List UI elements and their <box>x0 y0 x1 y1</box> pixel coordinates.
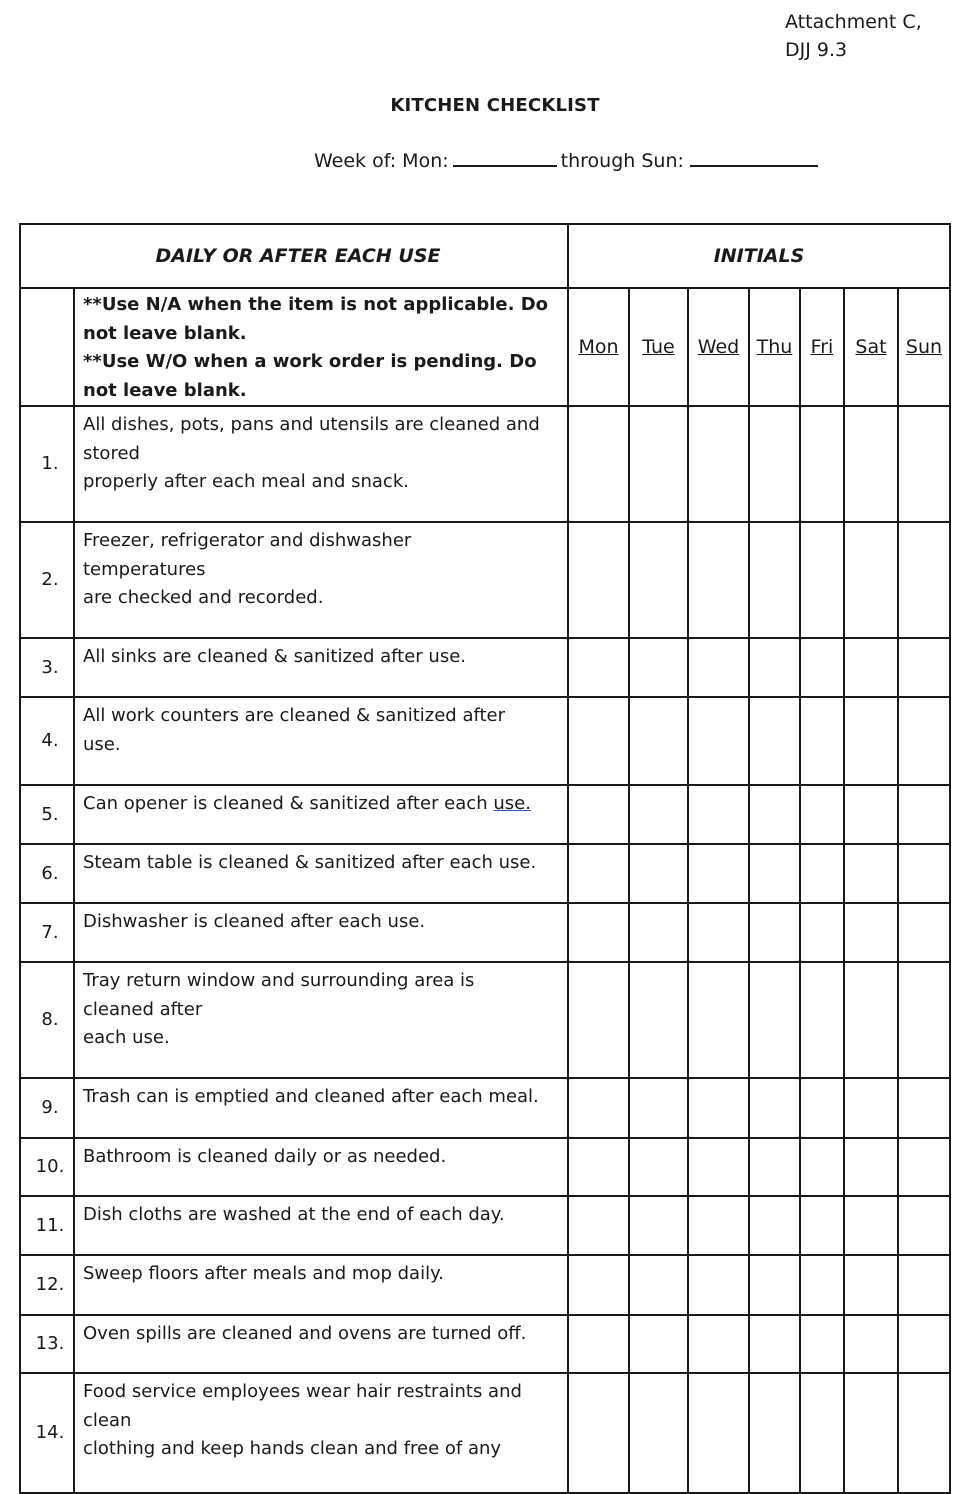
initials-cell-tue[interactable] <box>629 1138 688 1196</box>
task-line: clothing and keep hands clean and free of any <box>83 1438 502 1459</box>
task-line: All work counters are cleaned & sanitized after <box>83 705 506 726</box>
day-header-sat: Sat <box>844 288 898 406</box>
item-number: 6. <box>20 844 74 903</box>
item-number: 1. <box>20 406 74 522</box>
task-description <box>74 522 568 638</box>
task-line: Dishwasher is cleaned after each use. <box>83 911 426 932</box>
initials-cell-wed[interactable] <box>688 962 749 1078</box>
initials-cell-thu[interactable] <box>749 1315 800 1373</box>
attachment-reference <box>785 8 922 64</box>
table-row <box>20 785 950 844</box>
task-line: are checked and recorded. <box>83 587 324 608</box>
initials-cell-sat[interactable] <box>844 1078 898 1138</box>
item-number: 4. <box>20 697 74 785</box>
initials-cell-thu[interactable] <box>749 785 800 844</box>
initials-cell-tue[interactable] <box>629 844 688 903</box>
initials-cell-sat[interactable] <box>844 697 898 785</box>
initials-cell-thu[interactable] <box>749 1196 800 1255</box>
initials-cell-mon[interactable] <box>568 962 629 1078</box>
table-row <box>20 697 950 785</box>
table-header-row <box>20 224 950 288</box>
task-line: use. <box>83 733 121 755</box>
initials-cell-tue[interactable] <box>629 522 688 638</box>
initials-cell-sat[interactable] <box>844 1196 898 1255</box>
initials-cell-fri[interactable] <box>800 844 844 903</box>
initials-cell-wed[interactable] <box>688 844 749 903</box>
item-number: 5. <box>20 785 74 844</box>
day-header-wed: Wed <box>688 288 749 406</box>
initials-cell-thu[interactable] <box>749 697 800 785</box>
initials-cell-tue[interactable] <box>629 1315 688 1373</box>
table-row <box>20 1255 950 1315</box>
day-header-mon: Mon <box>568 288 629 406</box>
item-number: 10. <box>20 1138 74 1196</box>
table-row <box>20 522 950 638</box>
initials-cell-mon[interactable] <box>568 1315 629 1373</box>
initials-cell-tue[interactable] <box>629 638 688 697</box>
item-number: 14. <box>20 1373 74 1493</box>
initials-cell-tue[interactable] <box>629 1196 688 1255</box>
initials-cell-fri[interactable] <box>800 1373 844 1493</box>
note-line: not leave blank. <box>83 322 247 344</box>
task-description <box>74 903 568 962</box>
initials-cell-tue[interactable] <box>629 1078 688 1138</box>
notes-number-cell <box>20 288 74 406</box>
task-line: Sweep floors after meals and mop daily. <box>83 1263 444 1284</box>
task-description <box>74 1373 568 1493</box>
initials-cell-tue[interactable] <box>629 962 688 1078</box>
initials-cell-sun[interactable] <box>898 522 950 638</box>
task-line: Oven spills are cleaned and ovens are turned off. <box>83 1323 527 1344</box>
initials-cell-sun[interactable] <box>898 1138 950 1196</box>
day-header-sun: Sun <box>898 288 950 406</box>
initials-cell-mon[interactable] <box>568 903 629 962</box>
initials-cell-thu[interactable] <box>749 1138 800 1196</box>
task-line: Bathroom is cleaned daily or as needed. <box>83 1146 447 1167</box>
task-line: properly after each meal and snack. <box>83 471 409 492</box>
initials-cell-wed[interactable] <box>688 638 749 697</box>
task-line: temperatures <box>83 558 206 580</box>
initials-cell-sun[interactable] <box>898 1196 950 1255</box>
initials-cell-wed[interactable] <box>688 1373 749 1493</box>
initials-cell-mon[interactable] <box>568 1138 629 1196</box>
initials-cell-tue[interactable] <box>629 785 688 844</box>
table-row <box>20 1315 950 1373</box>
task-description <box>74 697 568 785</box>
task-description <box>74 962 568 1078</box>
initials-cell-fri[interactable] <box>800 962 844 1078</box>
initials-cell-sun[interactable] <box>898 406 950 522</box>
task-line: Steam table is cleaned & sanitized after each use. <box>83 852 537 873</box>
initials-cell-sat[interactable] <box>844 638 898 697</box>
task-line: Freezer, refrigerator and dishwasher <box>83 530 412 551</box>
initials-cell-mon[interactable] <box>568 1255 629 1315</box>
day-header-tue: Tue <box>629 288 688 406</box>
initials-cell-mon[interactable] <box>568 406 629 522</box>
initials-cell-wed[interactable] <box>688 1196 749 1255</box>
task-description <box>74 785 568 844</box>
initials-cell-sun[interactable] <box>898 844 950 903</box>
task-line: Can opener is cleaned & sanitized after each use. <box>83 793 531 814</box>
week-of-label: Week of: Mon: <box>314 150 449 172</box>
daily-header: DAILY OR AFTER EACH USE <box>20 224 568 288</box>
item-number: 8. <box>20 962 74 1078</box>
table-row <box>20 406 950 522</box>
item-number: 3. <box>20 638 74 697</box>
initials-cell-thu[interactable] <box>749 406 800 522</box>
initials-cell-fri[interactable] <box>800 638 844 697</box>
note-line: **Use N/A when the item is not applicable. Do <box>83 294 549 315</box>
initials-cell-fri[interactable] <box>800 406 844 522</box>
table-row <box>20 844 950 903</box>
initials-cell-wed[interactable] <box>688 1138 749 1196</box>
initials-cell-sun[interactable] <box>898 638 950 697</box>
initials-cell-tue[interactable] <box>629 1255 688 1315</box>
initials-cell-fri[interactable] <box>800 785 844 844</box>
task-line: Tray return window and surrounding area is <box>83 970 475 991</box>
initials-cell-thu[interactable] <box>749 903 800 962</box>
task-line: stored <box>83 442 140 464</box>
initials-cell-wed[interactable] <box>688 522 749 638</box>
task-line: cleaned after <box>83 998 203 1020</box>
initials-cell-mon[interactable] <box>568 522 629 638</box>
initials-cell-mon[interactable] <box>568 638 629 697</box>
initials-cell-sun[interactable] <box>898 785 950 844</box>
page-title: KITCHEN CHECKLIST <box>390 95 600 116</box>
task-description <box>74 1315 568 1373</box>
initials-cell-wed[interactable] <box>688 785 749 844</box>
initials-cell-mon[interactable] <box>568 697 629 785</box>
initials-cell-thu[interactable] <box>749 844 800 903</box>
day-header-thu: Thu <box>749 288 800 406</box>
item-number: 12. <box>20 1255 74 1315</box>
initials-cell-thu[interactable] <box>749 638 800 697</box>
note-line: **Use W/O when a work order is pending. Do <box>83 351 537 372</box>
initials-cell-mon[interactable] <box>568 1078 629 1138</box>
task-line: clean <box>83 1409 132 1431</box>
initials-cell-fri[interactable] <box>800 1138 844 1196</box>
initials-cell-thu[interactable] <box>749 1255 800 1315</box>
table-row <box>20 1196 950 1255</box>
initials-cell-sun[interactable] <box>898 697 950 785</box>
initials-cell-sun[interactable] <box>898 1373 950 1493</box>
week-of-line <box>314 147 818 172</box>
initials-cell-thu[interactable] <box>749 962 800 1078</box>
table-row <box>20 1373 950 1493</box>
initials-cell-fri[interactable] <box>800 522 844 638</box>
notes-cell <box>74 288 568 406</box>
initials-cell-fri[interactable] <box>800 1078 844 1138</box>
day-header-fri: Fri <box>800 288 844 406</box>
initials-cell-sat[interactable] <box>844 1315 898 1373</box>
table-row <box>20 638 950 697</box>
table-row <box>20 903 950 962</box>
attachment-line-1: Attachment C, <box>785 11 922 33</box>
initials-cell-sat[interactable] <box>844 406 898 522</box>
task-line: Dish cloths are washed at the end of each day. <box>83 1204 505 1225</box>
task-description <box>74 844 568 903</box>
initials-cell-sat[interactable] <box>844 522 898 638</box>
initials-cell-wed[interactable] <box>688 903 749 962</box>
initials-cell-tue[interactable] <box>629 406 688 522</box>
task-line: Trash can is emptied and cleaned after each meal. <box>83 1086 539 1107</box>
initials-cell-sat[interactable] <box>844 962 898 1078</box>
initials-cell-sat[interactable] <box>844 1255 898 1315</box>
initials-cell-mon[interactable] <box>568 844 629 903</box>
initials-cell-tue[interactable] <box>629 1373 688 1493</box>
initials-cell-thu[interactable] <box>749 522 800 638</box>
task-description <box>74 406 568 522</box>
task-description <box>74 1138 568 1196</box>
note-line: not leave blank. <box>83 379 247 401</box>
initials-cell-sun[interactable] <box>898 1315 950 1373</box>
task-description <box>74 1196 568 1255</box>
task-line: All sinks are cleaned & sanitized after use. <box>83 646 467 667</box>
initials-cell-tue[interactable] <box>629 697 688 785</box>
item-number: 7. <box>20 903 74 962</box>
initials-cell-thu[interactable] <box>749 1078 800 1138</box>
item-number: 9. <box>20 1078 74 1138</box>
initials-cell-mon[interactable] <box>568 785 629 844</box>
through-label: through Sun: <box>560 150 684 172</box>
week-start-blank[interactable] <box>453 147 557 167</box>
table-row <box>20 1138 950 1196</box>
initials-cell-mon[interactable] <box>568 1373 629 1493</box>
initials-cell-fri[interactable] <box>800 1315 844 1373</box>
table-row <box>20 1078 950 1138</box>
initials-cell-wed[interactable] <box>688 697 749 785</box>
initials-cell-sun[interactable] <box>898 903 950 962</box>
initials-cell-mon[interactable] <box>568 1196 629 1255</box>
initials-cell-wed[interactable] <box>688 1078 749 1138</box>
initials-cell-thu[interactable] <box>749 1373 800 1493</box>
initials-cell-fri[interactable] <box>800 903 844 962</box>
initials-cell-sat[interactable] <box>844 1138 898 1196</box>
initials-cell-wed[interactable] <box>688 1255 749 1315</box>
initials-cell-sat[interactable] <box>844 844 898 903</box>
task-line: All dishes, pots, pans and utensils are cleaned and <box>83 414 540 435</box>
initials-cell-sun[interactable] <box>898 1255 950 1315</box>
task-line-tail: use. <box>493 793 531 814</box>
initials-cell-wed[interactable] <box>688 1315 749 1373</box>
initials-cell-sun[interactable] <box>898 1078 950 1138</box>
attachment-line-2: DJJ 9.3 <box>785 39 848 61</box>
initials-cell-tue[interactable] <box>629 903 688 962</box>
task-line: Food service employees wear hair restraints and <box>83 1381 522 1402</box>
task-description <box>74 1078 568 1138</box>
initials-cell-sat[interactable] <box>844 903 898 962</box>
task-line: each use. <box>83 1027 170 1048</box>
item-number: 13. <box>20 1315 74 1373</box>
initials-header: INITIALS <box>568 224 950 288</box>
initials-cell-fri[interactable] <box>800 697 844 785</box>
item-number: 2. <box>20 522 74 638</box>
item-number: 11. <box>20 1196 74 1255</box>
kitchen-checklist-table <box>19 223 951 1494</box>
task-description <box>74 1255 568 1315</box>
notes-row <box>20 288 950 406</box>
task-description <box>74 638 568 697</box>
table-row <box>20 962 950 1078</box>
initials-cell-sun[interactable] <box>898 962 950 1078</box>
initials-cell-wed[interactable] <box>688 406 749 522</box>
initials-cell-sat[interactable] <box>844 1373 898 1493</box>
initials-cell-sat[interactable] <box>844 785 898 844</box>
initials-cell-fri[interactable] <box>800 1255 844 1315</box>
initials-cell-fri[interactable] <box>800 1196 844 1255</box>
week-end-blank[interactable] <box>690 147 818 167</box>
